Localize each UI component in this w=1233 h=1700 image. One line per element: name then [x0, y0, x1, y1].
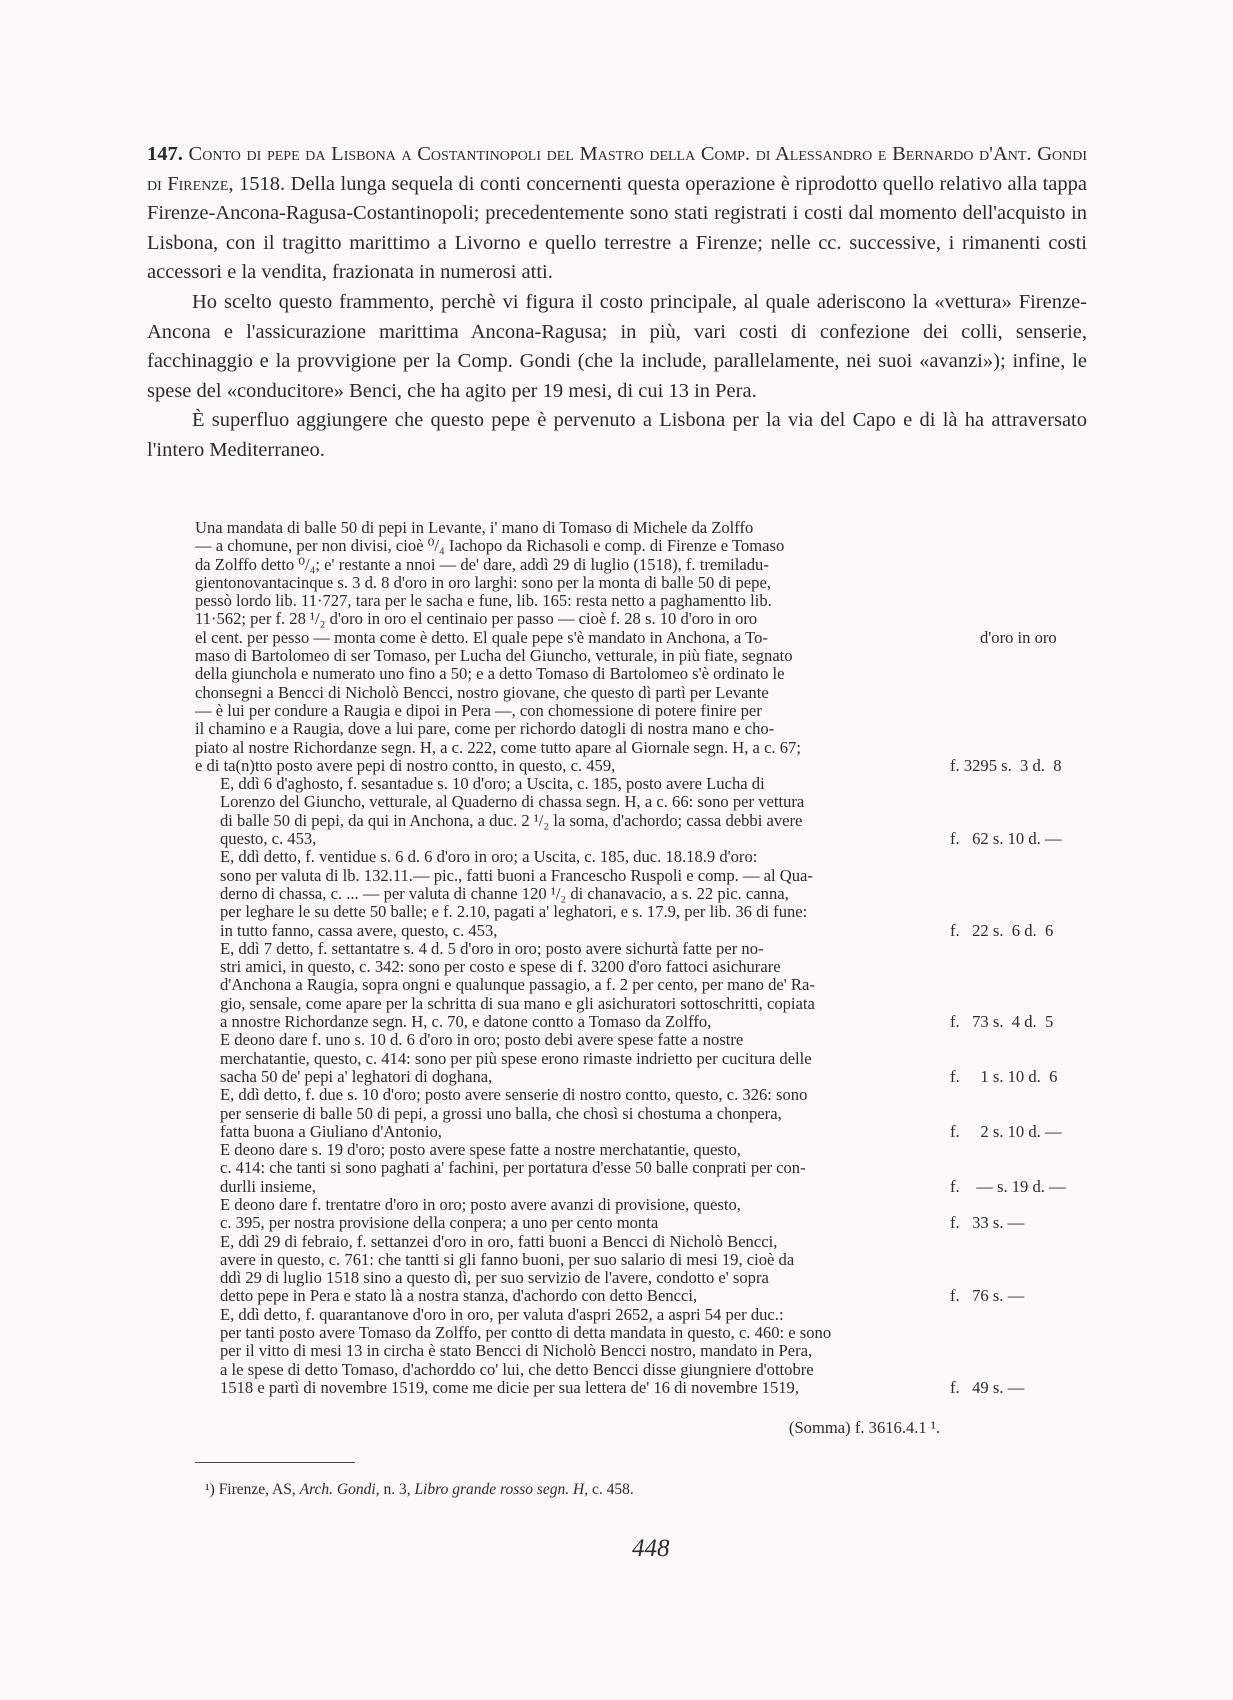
entry-line: chonsegni a Bencci di Nicholò Bencci, nostro giovane, che questo dì partì per Levante [195, 682, 769, 702]
ledger-total: (Somma) f. 3616.4.1 ¹. [788, 1418, 940, 1438]
entry-line: E deono dare s. 19 d'oro; posto avere spese fatte a nostre merchatantie, questo, [220, 1140, 741, 1160]
entry-line: maso di Bartolomeo di ser Tomaso, per Lucha del Giuncho, vetturale, in più fiate, segnato [195, 646, 793, 666]
entry-line: E, ddì detto, f. due s. 10 d'oro; posto avere senserie di nostro contto, questo, c. 326: sono [220, 1085, 808, 1105]
side-note: d'oro in oro [980, 628, 1057, 647]
entry-line: — è lui per condure a Raugia e dipoi in Pera —, con chomessione di potere finire per [195, 700, 762, 720]
entry-amount: f. 33 s. — [950, 1213, 1025, 1233]
entry-line: gientonovantacinque s. 3 d. 8 d'oro in oro larghi: sono per la monta di balle 50 di pepe, [195, 572, 771, 592]
entry-line: sono per valuta di lb. 132.11.— pic., fatti buoni a Franceschо Ruspoli e comp. — al Qua- [220, 865, 813, 885]
ledger-entry [195, 775, 1100, 848]
footnote-suffix: , c. 458. [584, 1481, 634, 1498]
entry-line: Una mandata di balle 50 di pepi in Levante, i' mano di Tomaso di Michele da Zolffo [195, 518, 754, 537]
entry-line: pessò lordo lib. 11·727, tara per le sacha e fune, lib. 165: resta netto a paghamentto lib. [195, 591, 772, 611]
entry-line: avere in questo, c. 761: che tantti si gli fanno buoni, per suo salario di mesi 19, cioè da [220, 1249, 795, 1269]
entry-line: E, ddì 29 di febraio, f. settanzei d'oro in oro, fatti buoni a Bencci di Nicholò Bencci, [220, 1231, 778, 1251]
entry-text [195, 940, 940, 1031]
entry-text [195, 1233, 940, 1306]
entry-text [195, 1306, 940, 1397]
entry-line: di balle 50 di pepi, da qui in Anchona, a duc. 2 ¹/₂ la soma, d'achordo; cassa debbi avere [220, 810, 803, 830]
entry-line: Lorenzo del Giuncho, vetturale, al Quaderno di chassa segn. H, a c. 66: sono per vettura [220, 792, 805, 812]
entry-line: per senserie di balle 50 di pepi, a grossi uno balla, che chosì si chostuma a chonpera, [220, 1103, 782, 1123]
ledger-entry [195, 848, 1100, 939]
entry-line: per tanti posto avere Tomaso da Zolffo, per contto di detta mandata in questo, c. 460: e sono [220, 1323, 832, 1343]
intro-paragraph-2: Ho scelto questo frammento, perchè vi figura il costo principale, al quale aderiscono la «vettura» Firenze-Ancona e l'assicurazione marittima Ancona-Ragusa; in più, vari costi di confezione dei colli, senserie, facchinaggio e la provvigione per la Comp. Gondi (che la include, parallelamente, nei suoi «avanzi»); infine, le spese del «conducitore» Benci, che ha agito per 19 mesi, di cui 13 in Pera. [147, 290, 1087, 402]
entry-line: fatta buona a Giuliano d'Antonio, [220, 1121, 442, 1141]
footnote [205, 1480, 634, 1500]
entry-line: — a chomune, per non divisi, cioè ⁰/₄ Iachopo da Richasoli e comp. di Firenze e Tomaso [195, 536, 785, 556]
entry-amount: f. 76 s. — [950, 1286, 1025, 1306]
entry-line: c. 395, per nostra provisione della conpera; a uno per cento monta [220, 1213, 659, 1233]
entry-amount: f. 49 s. — [950, 1377, 1025, 1397]
footnote-archive: Arch. Gondi [299, 1481, 376, 1498]
entry-line: questo, c. 453, [220, 829, 317, 849]
entry-line: E, ddì 7 detto, f. settantatre s. 4 d. 5 d'oro in oro; posto avere sichurtà fatte per no- [220, 938, 764, 958]
entry-line: derno di chassa, c. ... — per valuta di channe 120 ¹/₂ di chanavacio, a s. 22 pic. canna, [220, 883, 789, 903]
intro-paragraph-3: È superfluo aggiungere che questo pepe è pervenuto a Lisbona per la via del Capo e di là ha attraversato l'intero Mediterraneo. [147, 409, 1087, 461]
entry-line: e di ta(n)tto posto avere pepi di nostro contto, in questo, c. 459, [195, 755, 616, 775]
ledger-entry [195, 1306, 1100, 1397]
entry-line: in tutto fanno, cassa avere, questo, c. 453, [220, 920, 498, 940]
entry-amount: f. 73 s. 4 d. 5 [950, 1012, 1054, 1032]
ledger-entry [195, 519, 1100, 775]
document-title: Conto di pepe da Lisbona a Costantinopoli del Mastro della Comp. di Alessandro e Bernardo d'Ant. Gondi di Firenze, 1518. [147, 143, 1087, 195]
entry-line: 11·562; per f. 28 ¹/₂ d'oro in oro el centinaio per passo — cioè f. 28 s. 10 d'oro in oro [195, 609, 758, 629]
footnote-mark: ¹) [205, 1481, 215, 1498]
entry-line: a nnostre Richordanze segn. H, c. 70, e datone contto a Tomaso da Zolffo, [220, 1012, 712, 1032]
entry-line: piato al nostre Richordanze segn. H, a c. 222, come tutto apare al Giornale segn. H, a c. 67; [195, 737, 801, 757]
entry-line: c. 414: che tanti si sono paghati a' fachini, per portatura d'esse 50 balle conprati per con- [220, 1158, 806, 1178]
entry-text [195, 775, 940, 848]
page-number: 448 [632, 1535, 670, 1562]
entry-line: ddì 29 di luglio 1518 sino a questo dì, per suo servizio de l'avere, condotto e' sopra [220, 1268, 769, 1288]
entry-amount: f. 22 s. 6 d. 6 [950, 920, 1054, 940]
entry-line: da Zolffo detto ⁰/₄; e' restante a nnoi — de' dare, addì 29 di luglio (1518), f. tremiladu- [195, 554, 769, 574]
entry-text [195, 1196, 940, 1233]
entry-amount: f. — s. 19 d. — [950, 1176, 1066, 1196]
entry-amount: f. 1 s. 10 d. 6 [950, 1066, 1058, 1086]
footnote-rule [195, 1462, 355, 1463]
entry-line: E deono dare f. trentatre d'oro in oro; posto avere avanzi di provisione, questo, [220, 1194, 741, 1214]
entry-amount: f. 62 s. 10 d. — [950, 829, 1062, 849]
intro-text-1: Della lunga sequela di conti concernenti questa operazione è riprodotto quello relativo alla tappa Firenze-Ancona-Ragusa-Costantinopoli; precedentemente sono stati registrati i costi dal momento dell'acquisto in Lisbona, con il tragitto marittimo a Livorno e quello terrestre a Firenze; nelle cc. successive, i rimanenti costi accessori e la vendita, frazionata in numerosi atti. [147, 172, 1088, 284]
entry-line: el cent. per pesso — monta come è detto. El quale pepe s'è mandato in Anchona, a To- [195, 627, 768, 647]
entry-text [195, 1031, 940, 1086]
ledger [195, 519, 1100, 1438]
ledger-entry [195, 1031, 1100, 1086]
intro-paragraph-1 [147, 140, 1087, 288]
entry-line: il chamino e a Raugia, dove a lui pare, come per richordo datogli di nostra mano e cho- [195, 719, 775, 739]
entry-line: detto pepe in Pera e stato là a nostra stanza, d'achordo con detto Bencci, [220, 1286, 698, 1306]
footnote-book: Libro grande rosso segn. H [414, 1481, 585, 1498]
entry-line: per leghare le su dette 50 balle; e f. 2.10, pagati a' leghatori, e s. 17.9, per lib. 36 di fune: [220, 902, 808, 922]
footnote-middle: , n. 3, [375, 1481, 411, 1498]
entry-line: E deono dare f. uno s. 10 d. 6 d'oro in oro; posto debi avere spese fatte a nostre [220, 1030, 744, 1050]
document-number: 147. [147, 143, 183, 165]
footnote-prefix: Firenze, AS, [218, 1481, 296, 1498]
ledger-entry [195, 1141, 1100, 1196]
entry-line: a le spese di detto Tomaso, d'achorddo co' lui, che detto Bencci disse giungniere d'ottobre [220, 1359, 814, 1379]
ledger-entry [195, 1196, 1100, 1233]
entry-line: E, ddì detto, f. quarantanove d'oro in oro, per valuta d'aspri 2652, a aspri 54 per duc.: [220, 1304, 784, 1324]
ledger-entry [195, 940, 1100, 1031]
entry-text [195, 1141, 940, 1196]
entry-text [195, 848, 940, 939]
ledger-entries [195, 519, 1100, 1397]
entry-line: E, ddì 6 d'aghosto, f. sesantadue s. 10 d'oro; a Uscita, c. 185, posto avere Lucha di [220, 774, 765, 794]
entry-amount: f. 2 s. 10 d. — [950, 1121, 1062, 1141]
entry-line: per il vitto di mesi 13 in circha è stato Bencci di Nicholò Bencci nostro, mandato in Pera, [220, 1341, 813, 1361]
entry-line: merchatantie, questo, c. 414: sono per più spese erono rimaste indrietto per cucitura delle [220, 1048, 812, 1068]
entry-line: gio, sensale, come apare per la schritta di sua mano e gli asichuratori sottoschritti, copiata [220, 993, 815, 1013]
entry-line: E, ddì detto, f. ventidue s. 6 d. 6 d'oro in oro; a Uscita, c. 185, duc. 18.18.9 d'oro: [220, 847, 758, 867]
entry-text [195, 519, 940, 775]
entry-line: durlli insieme, [220, 1176, 316, 1196]
entry-line: d'Anchona a Raugia, sopra ongni e qualunque passagio, a f. 2 per cento, per mano de' Ra- [220, 975, 815, 995]
entry-amount: f. 3295 s. 3 d. 8 [950, 755, 1062, 775]
entry-line: stri amici, in questo, c. 342: sono per costo e spese di f. 3200 d'oro fattoci asichurare [220, 957, 781, 977]
entry-line: sacha 50 de' pepi a' leghatori di doghana, [220, 1066, 493, 1086]
intro-section [147, 140, 1087, 466]
entry-line: della giunchola e numerato uno fino a 50; e a detto Tomaso di Bartolomeo s'è ordinato le [195, 664, 785, 684]
ledger-entry [195, 1233, 1100, 1306]
ledger-entry [195, 1086, 1100, 1141]
entry-text [195, 1086, 940, 1141]
entry-line: 1518 e partì di novembre 1519, come me dicie per sua lettera de' 16 di novembre 1519, [220, 1377, 799, 1397]
